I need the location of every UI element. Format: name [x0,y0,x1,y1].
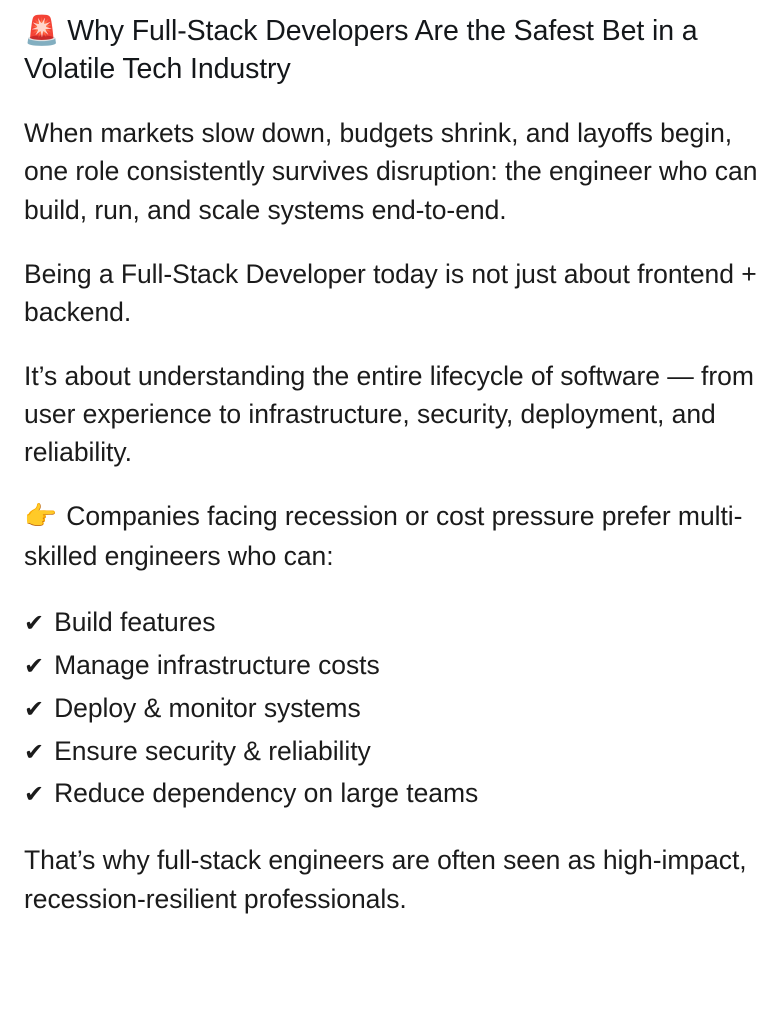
check-icon: ✔ [24,780,45,809]
page-title [24,12,759,88]
check-icon: ✔ [24,694,45,723]
callout-text: Companies facing recession or cost pressure prefer multi-skilled engineers who can: [24,501,743,571]
check-icon: ✔ [24,737,45,766]
list-item-label: Build features [54,606,216,637]
list-item-label: Ensure security & reliability [54,735,371,766]
list-item [24,687,759,730]
check-icon: ✔ [24,608,45,637]
paragraph-1: When markets slow down, budgets shrink, and layoffs begin, one role consistently survives disruption: the engineer who can build, run, and scale systems end-to-end. [24,118,758,225]
list-item-label: Manage infrastructure costs [54,649,380,680]
list-item [24,730,759,773]
list-item [24,644,759,687]
list-item-label: Deploy & monitor systems [54,692,361,723]
paragraph-3: It’s about understanding the entire lifecycle of software — from user experience to infrastructure, security, deployment, and reliability. [24,361,754,468]
pointing-right-icon: 👉 [24,501,57,533]
list-item [24,601,759,644]
list-item-label: Reduce dependency on large teams [54,778,479,809]
check-icon: ✔ [24,651,45,680]
list-item [24,772,759,815]
closing-paragraph: That’s why full-stack engineers are often seen as high-impact, recession-resilient professionals. [24,845,747,914]
benefits-checklist [24,601,759,816]
page-title-text: Why Full-Stack Developers Are the Safest Bet in a Volatile Tech Industry [24,15,698,85]
siren-icon: 🚨 [24,14,60,47]
paragraph-2: Being a Full-Stack Developer today is not just about frontend + backend. [24,258,757,327]
bottom-spacer [24,944,759,950]
callout-paragraph [24,497,759,574]
